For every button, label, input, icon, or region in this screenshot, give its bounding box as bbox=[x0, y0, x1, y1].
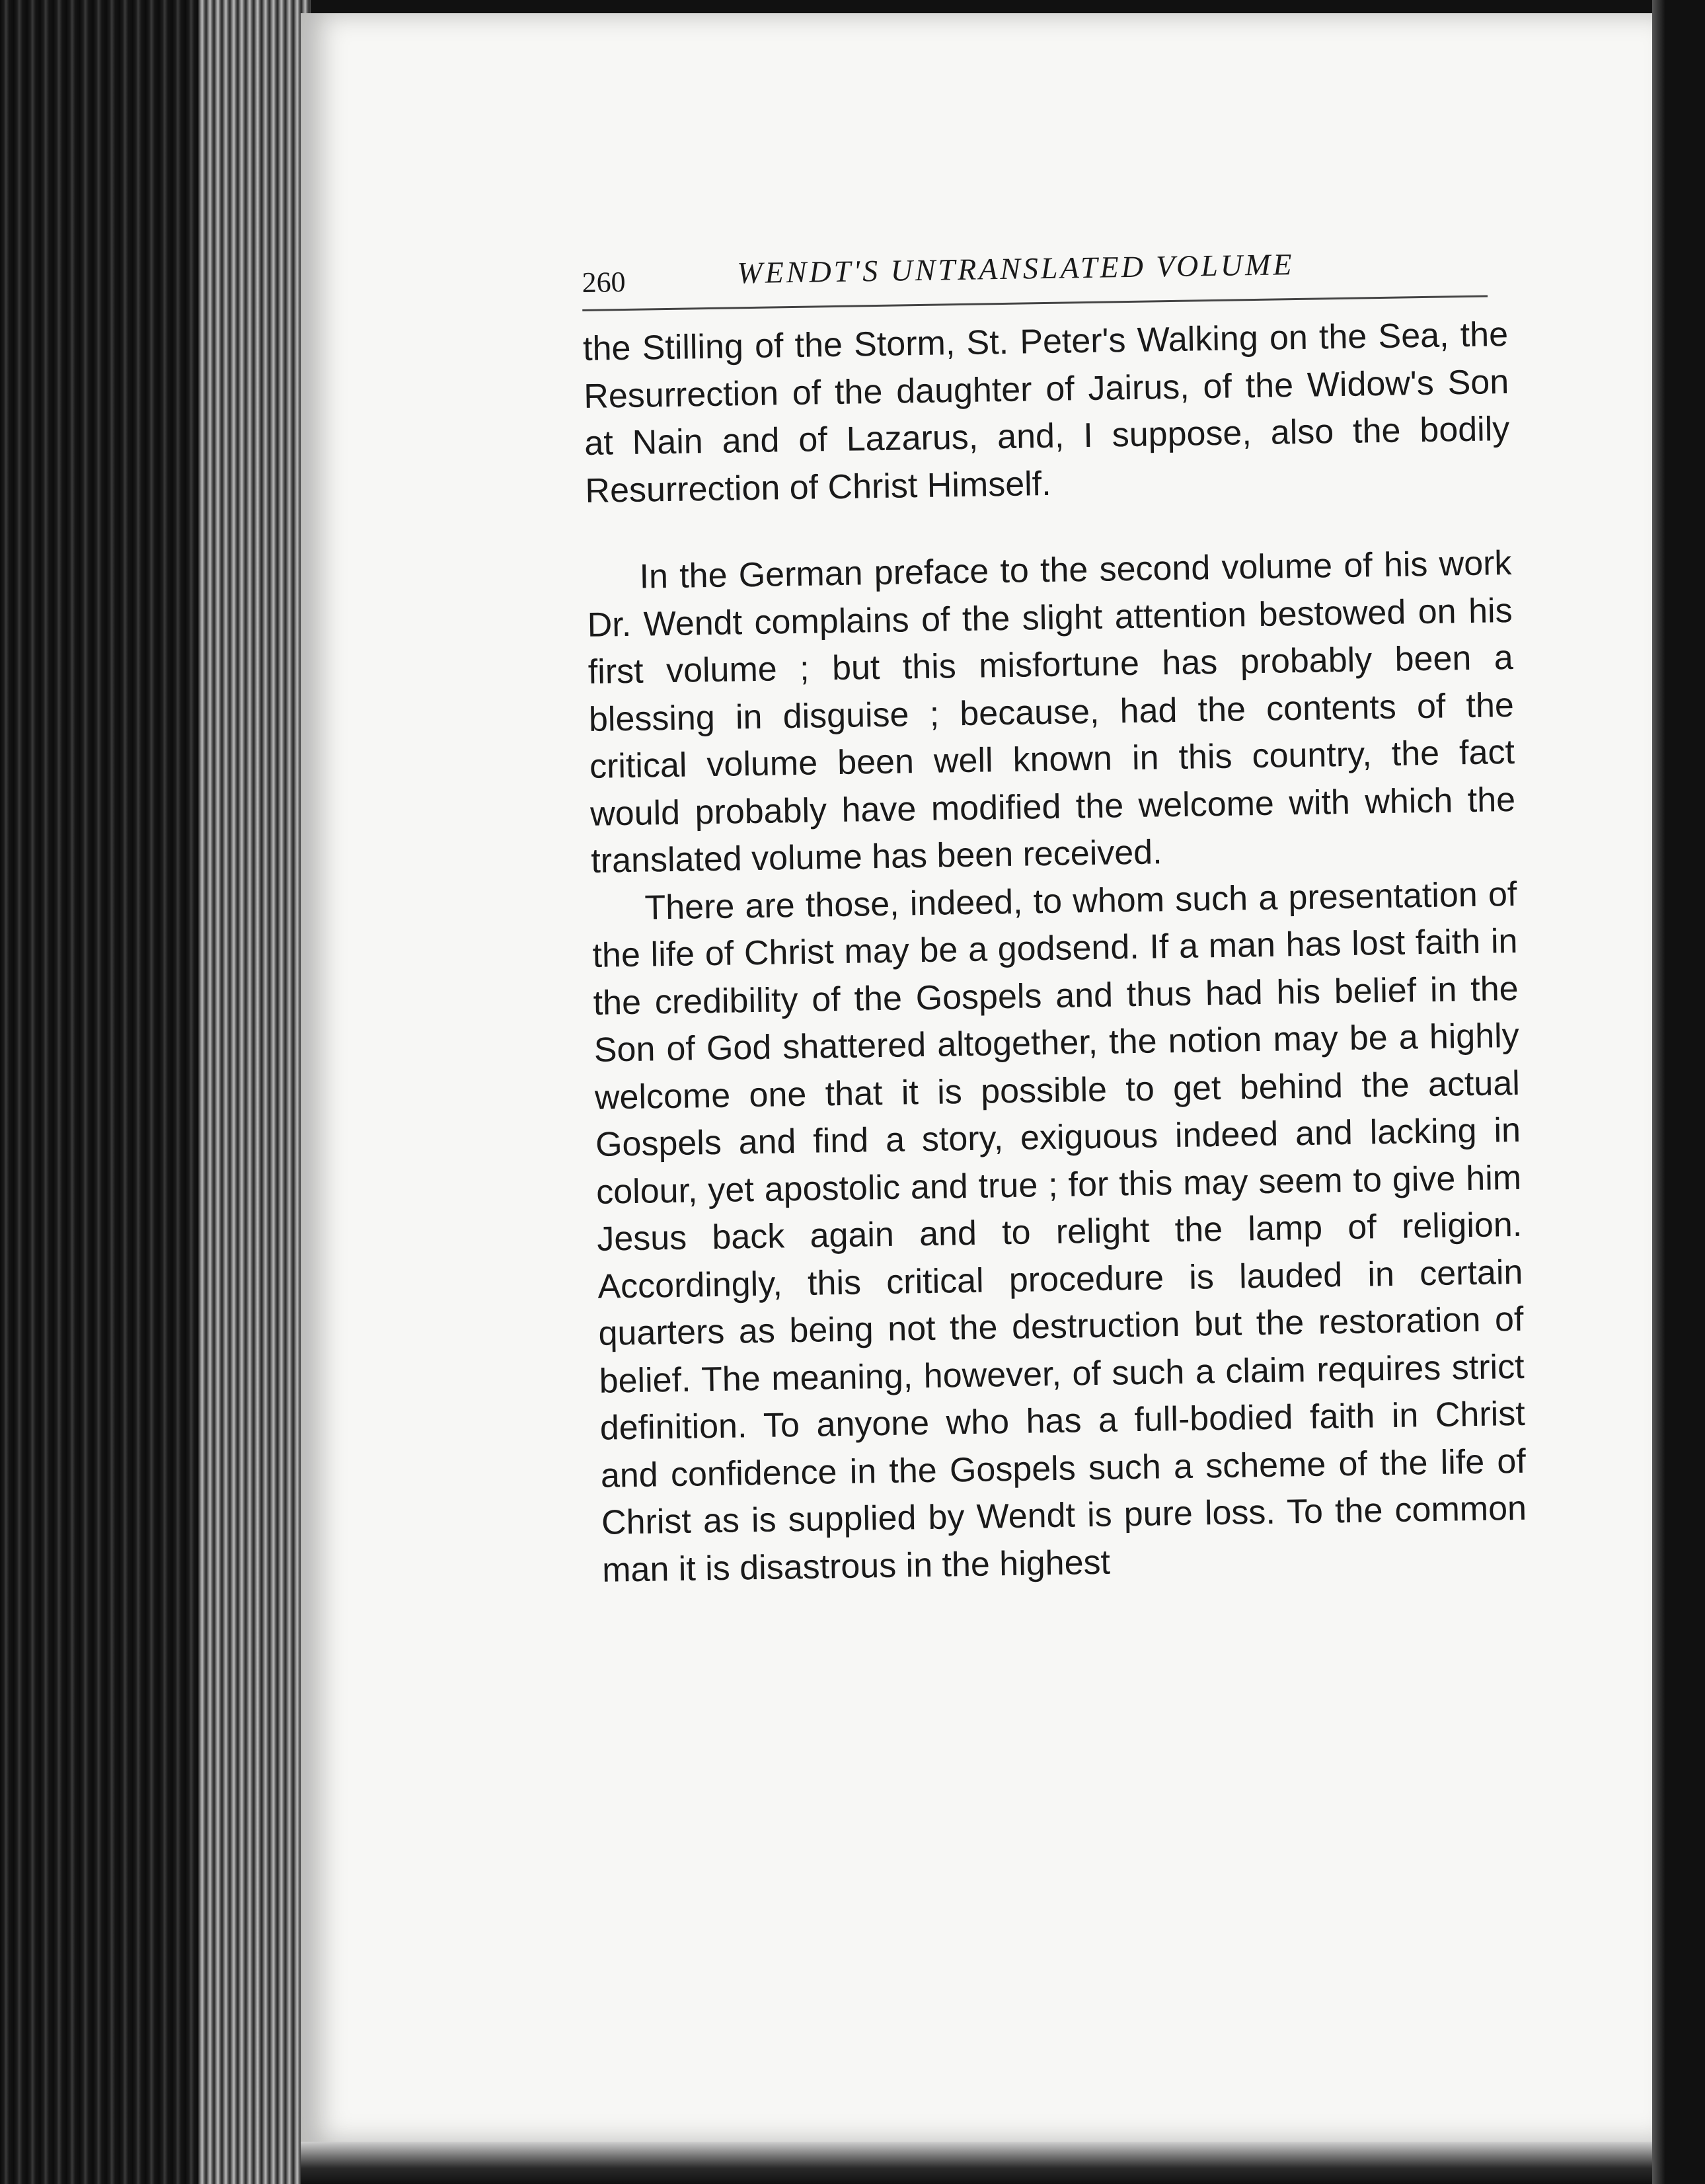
page-edge-stack bbox=[198, 0, 311, 2184]
page-number: 260 bbox=[582, 265, 626, 299]
paragraph-continued: the Stilling of the Storm, St. Peter's Walking on the Sea, the Resurrection of the daughter of Jairus, of the Widow's Son at Nain and of Lazarus, and, I suppose, also the bodily Resurrection of Christ Himself. bbox=[582, 315, 1510, 510]
bottom-margin-shadow bbox=[301, 2142, 1652, 2184]
paragraph-godsend: There are those, indeed, to whom such a presentation of the life of Christ may be a godsend. If a man has lost faith in the credibility of the Gospels and thus had his belief in the Son of God shattered altogether, the notion may be a highly welcome one that it is possible to get behind the actual Gospels and find a story, exiguous indeed and lacking in colour, yet apostolic and true ; for this may seem to give him Jesus back again and to relight the lamp of religion. Accordingly, this critical procedure is lauded in certain quarters as being not the destruction but the restoration of belief. The meaning, however, of such a claim requires strict definition. To anyone who has a full-bodied faith in Christ and confidence in the Gospels such a scheme of the life of Christ as is supplied by Wendt is pure loss. To the common man it is disastrous in the highest bbox=[592, 875, 1527, 1590]
running-title: WENDT'S UNTRANSLATED VOLUME bbox=[736, 247, 1295, 290]
paragraph-german-preface: In the German preface to the second volume of his work Dr. Wendt complains of the slight attention bestowed on his first volume ; but this misfortune has probably been a blessing in disguise ; because, had the contents of the critical volume been well known in this country, the fact would probably have modified the welcome with which the translated volume has been received. bbox=[587, 543, 1516, 880]
page-text-block bbox=[582, 243, 1528, 1594]
right-margin-shadow bbox=[1652, 0, 1705, 2184]
